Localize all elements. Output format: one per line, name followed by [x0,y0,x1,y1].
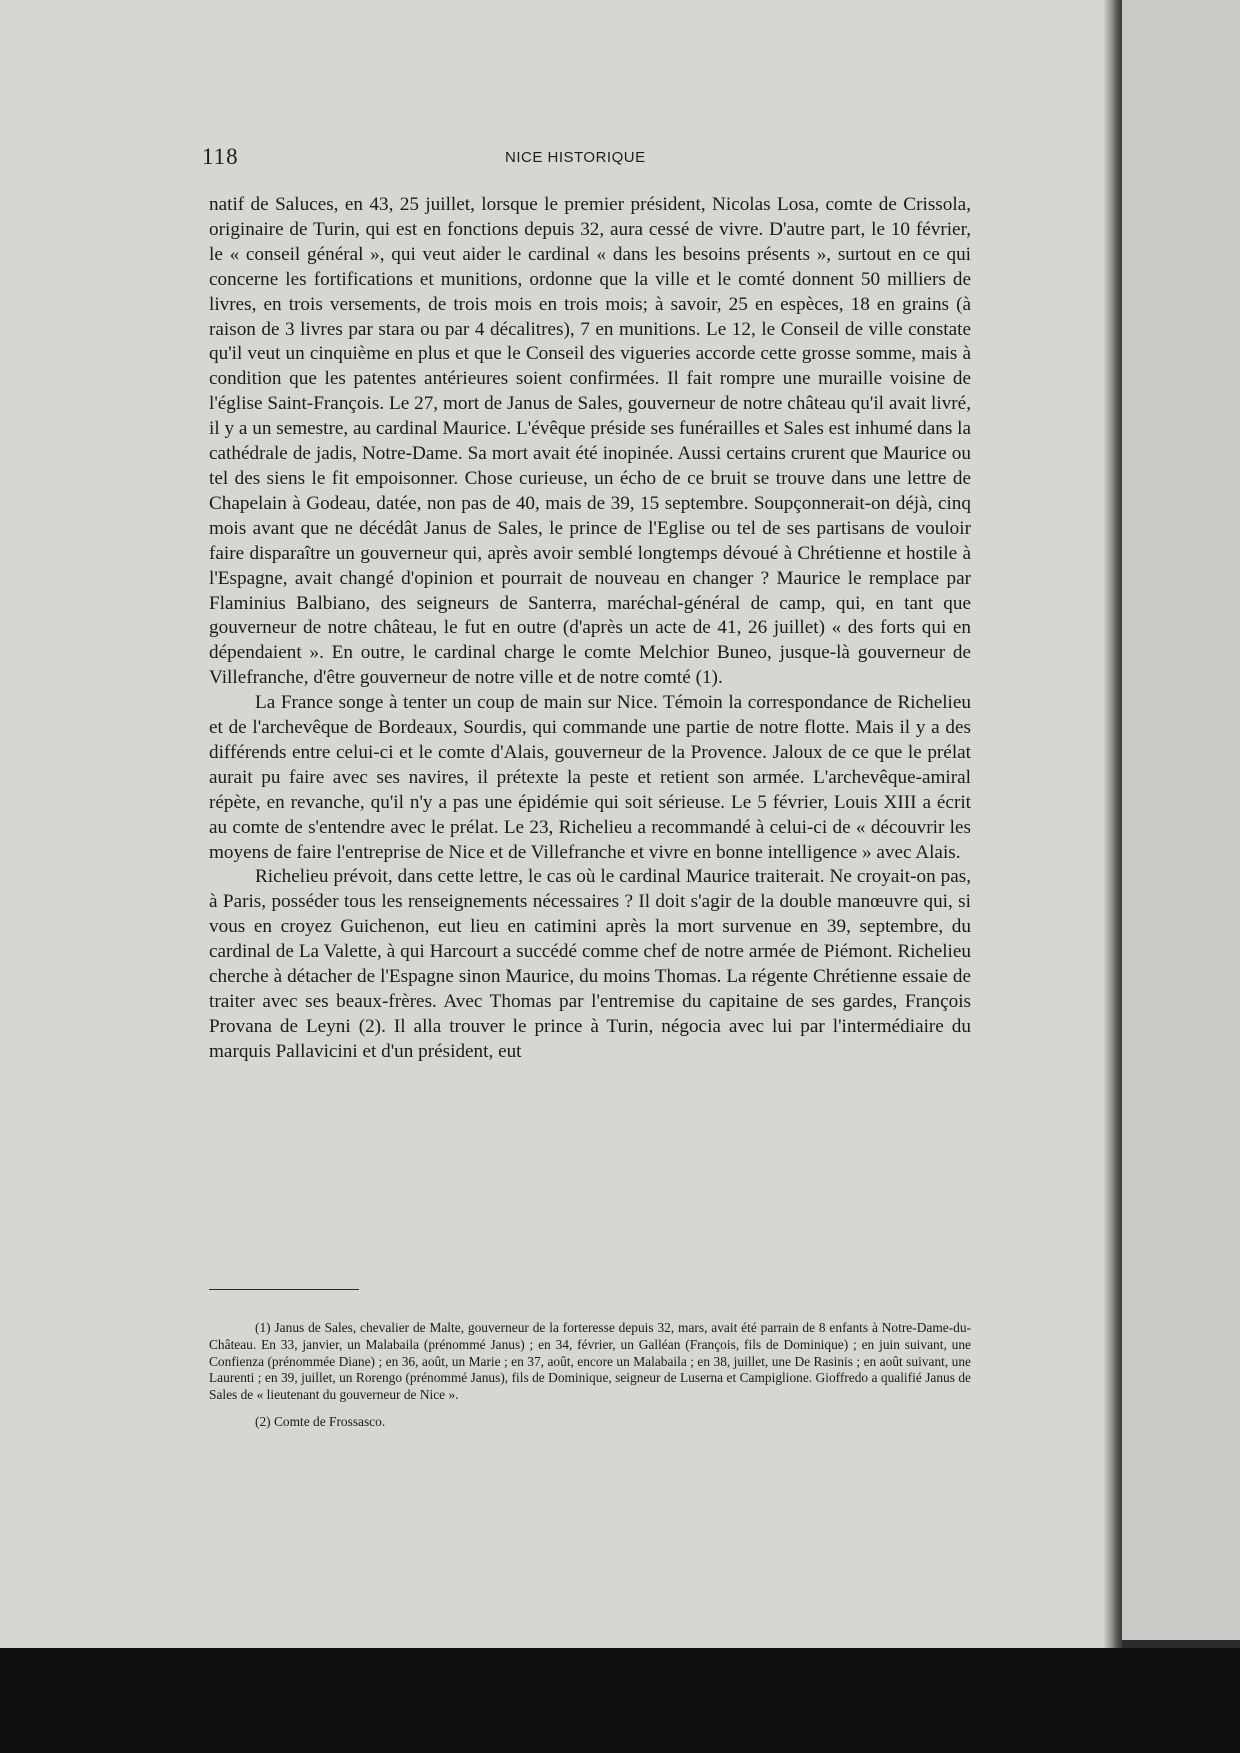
footnotes [209,1320,971,1431]
scan-bottom-band [0,1648,1240,1753]
facing-page-edge [1122,0,1240,1640]
page-gutter-shadow [1104,0,1122,1650]
footnote-1: (1) Janus de Sales, chevalier de Malte, gouverneur de la forteresse depuis 32, mars, avait été parrain de 8 enfants à Notre-Dame-du-Château. En 33, janvier, un Malabaila (prénommé Janus) ; en 34, février, un Galléan (François, fils de Dominique) ; en juin suivant, une Confienza (prénommée Diane) ; en 36, août, un Marie ; en 37, août, encore un Malabaila ; en 38, juillet, une De Rasinis ; en août suivant, une Laurenti ; en 39, juillet, un Rorengo (prénommé Janus), fils de Dominique, seigneur de Luserna et Campiglione. Gioffredo a qualifié Janus de Sales de « lieutenant du gouverneur de Nice ». [209,1320,971,1403]
paragraph-3: Richelieu prévoit, dans cette lettre, le cas où le cardinal Maurice traiterait. Ne croyait-on pas, à Paris, posséder tous les renseignements nécessaires ? Il doit s'agir de la double manœuvre qui, si vous en croyez Guichenon, eut lieu en catimini après la mort survenue en 39, septembre, du cardinal de La Valette, à qui Harcourt a succédé comme chef de notre armée de Piémont. Richelieu cherche à détacher de l'Espagne sinon Maurice, du moins Thomas. La régente Chrétienne essaie de traiter avec ses beaux-frères. Avec Thomas par l'entremise du capitaine de ses gardes, François Provana de Leyni (2). Il alla trouver le prince à Turin, négocia avec lui par l'intermédiaire du marquis Pallavicini et d'un président, eut [209,866,971,1062]
body-text [209,193,971,1065]
running-title: NICE HISTORIQUE [505,149,646,166]
footnote-rule [209,1289,359,1290]
running-head [150,144,1065,170]
paragraph-2: La France songe à tenter un coup de main sur Nice. Témoin la correspondance de Richelieu et de l'archevêque de Bordeaux, Sourdis, qui commande une partie de notre flotte. Mais il y a des différends entre celui-ci et le comte d'Alais, gouverneur de la Provence. Jaloux de ce que le prélat aurait pu faire avec ses navires, il prétexte la peste et retient son armée. L'archevêque-amiral répète, en revanche, qu'il n'y a pas une épidémie qui soit sérieuse. Le 5 février, Louis XIII a écrit au comte de s'entendre avec le prélat. Le 23, Richelieu a recommandé à celui-ci de « découvrir les moyens de faire l'entreprise de Nice et de Villefranche et vivre en bonne intelligence » avec Alais. [209,692,971,863]
page-number: 118 [202,144,239,169]
paragraph-1: natif de Saluces, en 43, 25 juillet, lorsque le premier président, Nicolas Losa, comte de Crissola, originaire de Turin, qui est en fonctions depuis 32, aura cessé de vivre. D'autre part, le 10 février, le « conseil général », qui veut aider le cardinal « dans les besoins présents », surtout en ce qui concerne les fortifications et munitions, ordonne que la ville et le comté donnent 50 milliers de livres, en trois versements, de trois mois en trois mois; à savoir, 25 en espèces, 18 en grains (à raison de 3 livres par stara ou par 4 décalitres), 7 en munitions. Le 12, le Conseil de ville constate qu'il veut un cinquième en plus et que le Conseil des vigueries accorde cette grosse somme, mais à condition que les patentes antérieures soient confirmées. Il fait rompre une muraille voisine de l'église Saint-François. Le 27, mort de Janus de Sales, gouverneur de notre château qu'il avait livré, il y a un semestre, au cardinal Maurice. L'évêque préside ses funérailles et Sales est inhumé dans la cathédrale de jadis, Notre-Dame. Sa mort avait été inopinée. Aussi certains crurent que Maurice ou tel des siens le fit empoisonner. Chose curieuse, un écho de ce bruit se trouve dans une lettre de Chapelain à Godeau, datée, non pas de 40, mais de 39, 15 septembre. Soupçonnerait-on déjà, cinq mois avant que ne décédât Janus de Sales, le prince de l'Eglise ou tel de ses partisans de vouloir faire disparaître un gouverneur qui, après avoir semblé longtemps dévoué à Chrétienne et hostile à l'Espagne, avait changé d'opinion et pourrait de nouveau en changer ? Maurice le remplace par Flaminius Balbiano, des seigneurs de Santerra, maréchal-général de camp, qui, en tant que gouverneur de notre château, le fut en outre (d'après un acte de 41, 26 juillet) « des forts qui en dépendaient ». En outre, le cardinal charge le comte Melchior Buneo, jusque-là gouverneur de Villefranche, d'être gouverneur de notre ville et de notre comté (1). [209,194,971,689]
footnote-2: (2) Comte de Frossasco. [255,1413,386,1429]
